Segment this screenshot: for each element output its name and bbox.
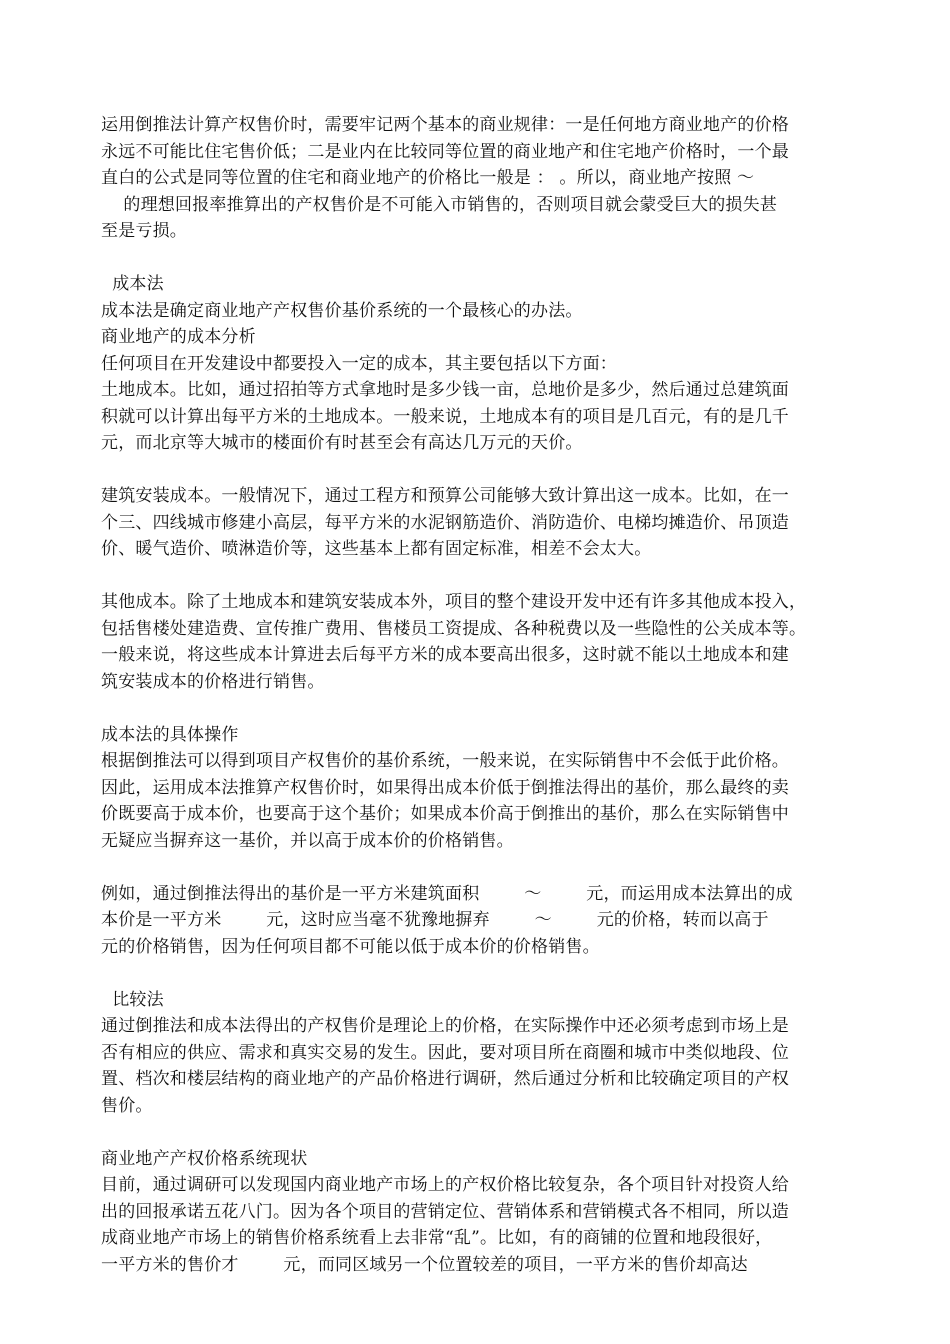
text-line: 元，而北京等大城市的楼面价有时甚至会有高达几万元的天价。 (101, 433, 583, 453)
text-line: 无疑应当摒弃这一基价，并以高于成本价的价格销售。 (101, 830, 514, 851)
heading-cost-method: 成本法 (101, 274, 164, 294)
document-page (101, 112, 861, 1278)
text-line: 例如，通过倒推法得出的基价是一平方米建筑面积 ～ 元，而运用成本法算出的成 (101, 883, 793, 904)
paragraph-example (101, 881, 861, 961)
text-line: 否有相应的供应、需求和真实交易的发生。因此，要对项目所在商圈和城市中类似地段、位 (101, 1042, 789, 1063)
text-line: 一平方米的售价才 元，而同区域另一个位置较差的项目，一平方米的售价却高达 (101, 1254, 748, 1275)
text-line: 价既要高于成本价，也要高于这个基价；如果成本价高于倒推出的基价，那么在实际销售中 (101, 804, 789, 824)
text-line: 积就可以计算出每平方米的土地成本。一般来说，土地成本有的项目是几百元，有的是几千 (101, 406, 789, 427)
text-line: 出的回报承诺五花八门。因为各个项目的营销定位、营销体系和营销模式各不相同，所以造 (101, 1201, 789, 1222)
text-line: 因此，运用成本法推算产权售价时，如果得出成本价低于倒推法得出的基价，那么最终的卖 (101, 777, 789, 798)
text-line: 直白的公式是同等位置的住宅和商业地产的价格比一般是 ： 。所以，商业地产按照 ～ (101, 168, 755, 188)
paragraph-price-status (101, 1172, 861, 1278)
subheading-cost-analysis: 商业地产的成本分析 (101, 327, 256, 347)
text-line: 本价是一平方米 元，这时应当毫不犹豫地摒弃 ～ 元的价格，转而以高于 (101, 910, 769, 930)
text-line: 筑安装成本的价格进行销售。 (101, 671, 325, 692)
text-line: 个三、四线城市修建小高层，每平方米的水泥钢筋造价、消防造价、电梯均摊造价、吊顶造 (101, 512, 789, 533)
heading-comparison-method: 比较法 (101, 989, 164, 1010)
paragraph-other-cost (101, 589, 861, 695)
text-line: 成商业地产市场上的销售价格系统看上去非常“乱”。比如，有的商铺的位置和地段很好， (101, 1228, 773, 1248)
heading-price-status: 商业地产产权价格系统现状 (101, 1148, 308, 1169)
text-line: 建筑安装成本。一般情况下，通过工程方和预算公司能够大致计算出这一成本。比如，在一 (101, 486, 789, 506)
text-line: 根据倒推法可以得到项目产权售价的基价系统，一般来说，在实际销售中不会低于此价格。 (101, 751, 789, 771)
heading-cost-operation: 成本法的具体操作 (101, 724, 239, 745)
paragraph-reverse-calculation (101, 112, 861, 245)
text-line: 置、档次和楼层结构的商业地产的产品价格进行调研，然后通过分析和比较确定项目的产权 (101, 1069, 789, 1089)
text-line: 永远不可能比住宅售价低；二是业内在比较同等位置的商业地产和住宅地产价格时，一个最 (101, 141, 789, 162)
text-line: 通过倒推法和成本法得出的产权售价是理论上的价格，在实际操作中还必须考虑到市场上是 (101, 1016, 789, 1036)
paragraph-cost-operation (101, 748, 861, 854)
text-line: 售价。 (101, 1095, 153, 1116)
text-line: 土地成本。比如，通过招拍等方式拿地时是多少钱一亩，总地价是多少，然后通过总建筑面 (101, 380, 789, 400)
paragraph-construction-cost (101, 483, 861, 563)
text-line: 运用倒推法计算产权售价时，需要牢记两个基本的商业规律：一是任何地方商业地产的价格 (101, 115, 789, 135)
paragraph-cost-method (101, 298, 861, 457)
text-line: 其他成本。除了土地成本和建筑安装成本外，项目的整个建设开发中还有许多其他成本投入， (101, 592, 807, 612)
text-line: 一般来说，将这些成本计算进去后每平方米的成本要高出很多，这时就不能以土地成本和建 (101, 645, 789, 665)
text-line: 元的价格销售，因为任何项目都不可能以低于成本价的价格销售。 (101, 936, 600, 957)
text-line: 任何项目在开发建设中都要投入一定的成本，其主要包括以下方面： (101, 353, 617, 374)
text-line: 的理想回报率推算出的产权售价是不可能入市销售的，否则项目就会蒙受巨大的损失甚 (101, 194, 778, 215)
text-line: 成本法是确定商业地产产权售价基价系统的一个最核心的办法。 (101, 300, 583, 321)
text-line: 包括售楼处建造费、宣传推广费用、售楼员工资提成、各种税费以及一些隐性的公关成本等。 (101, 618, 807, 639)
paragraph-comparison-method (101, 1013, 861, 1119)
text-line: 目前，通过调研可以发现国内商业地产市场上的产权价格比较复杂，各个项目针对投资人给 (101, 1175, 789, 1195)
text-line: 价、暖气造价、喷淋造价等，这些基本上都有固定标准，相差不会太大。 (101, 539, 652, 559)
text-line: 至是亏损。 (101, 221, 187, 241)
